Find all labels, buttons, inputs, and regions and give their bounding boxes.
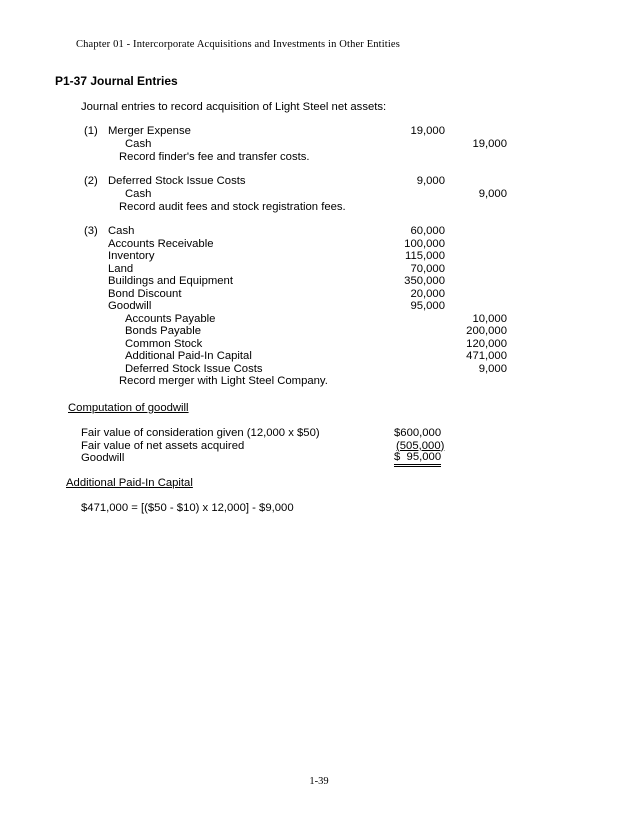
apic-heading: Additional Paid-In Capital — [66, 477, 193, 489]
goodwill-row-label: Goodwill — [81, 452, 125, 464]
entry-account: Buildings and Equipment — [108, 275, 233, 287]
entry-number: (2) — [84, 175, 98, 187]
chapter-header: Chapter 01 - Intercorporate Acquisitions and Investments in Other Entities — [76, 39, 400, 50]
entry-account: Accounts Receivable — [108, 237, 214, 250]
credit-amount: 9,000 — [478, 362, 507, 375]
entry-account: Common Stock — [125, 337, 203, 350]
entry-account: Goodwill — [108, 300, 152, 312]
entry-memo: Record audit fees and stock registration fees. — [119, 201, 346, 213]
entry-account: Cash — [125, 188, 152, 200]
problem-title: P1-37 Journal Entries — [55, 74, 178, 88]
debit-amount: 20,000 — [410, 287, 445, 300]
page-number: 1-39 — [309, 776, 329, 787]
entry-memo: Record merger with Light Steel Company. — [119, 375, 328, 387]
entry-account: Additional Paid-In Capital — [125, 350, 252, 362]
goodwill-row-label: Fair value of net assets acquired — [81, 439, 245, 452]
apic-formula: $471,000 = [($50 - $10) x 12,000] - $9,000 — [81, 502, 294, 514]
debit-amount: 95,000 — [410, 300, 445, 312]
entry-account: Accounts Payable — [125, 312, 216, 325]
entry-memo: Record finder's fee and transfer costs. — [119, 151, 310, 163]
debit-amount: 115,000 — [405, 250, 445, 262]
debit-amount: 19,000 — [410, 125, 445, 137]
debit-amount: 9,000 — [416, 175, 445, 187]
credit-amount: 200,000 — [466, 325, 507, 337]
entry-account: Deferred Stock Issue Costs — [108, 175, 246, 187]
entry-account: Cash — [108, 225, 135, 237]
goodwill-row-amount: $600,000 — [394, 427, 442, 439]
entry-account: Inventory — [108, 250, 155, 262]
credit-amount: 10,000 — [472, 312, 507, 325]
entry-account: Land — [108, 262, 134, 275]
entry-number: (3) — [84, 225, 98, 237]
entry-account: Deferred Stock Issue Costs — [125, 362, 263, 375]
credit-amount: 9,000 — [478, 188, 507, 200]
credit-amount: 120,000 — [466, 337, 507, 350]
entry-number: (1) — [84, 125, 98, 137]
debit-amount: 350,000 — [404, 275, 445, 287]
intro-text: Journal entries to record acquisition of Light Steel net assets: — [81, 101, 387, 113]
entry-account: Cash — [125, 138, 152, 150]
debit-amount: 70,000 — [410, 262, 445, 275]
credit-amount: 19,000 — [472, 138, 507, 150]
goodwill-row-amount: (505,000) — [396, 439, 445, 452]
goodwill-row-label: Fair value of consideration given (12,000 x $50) — [81, 427, 320, 439]
goodwill-total-amount: $ 95,000 — [394, 452, 441, 467]
debit-amount: 60,000 — [410, 225, 445, 237]
entry-account: Bonds Payable — [125, 325, 201, 337]
debit-amount: 100,000 — [404, 237, 445, 250]
credit-amount: 471,000 — [466, 350, 507, 362]
entry-account: Bond Discount — [108, 287, 182, 300]
entry-account: Merger Expense — [108, 125, 191, 137]
goodwill-heading: Computation of goodwill — [68, 402, 189, 414]
